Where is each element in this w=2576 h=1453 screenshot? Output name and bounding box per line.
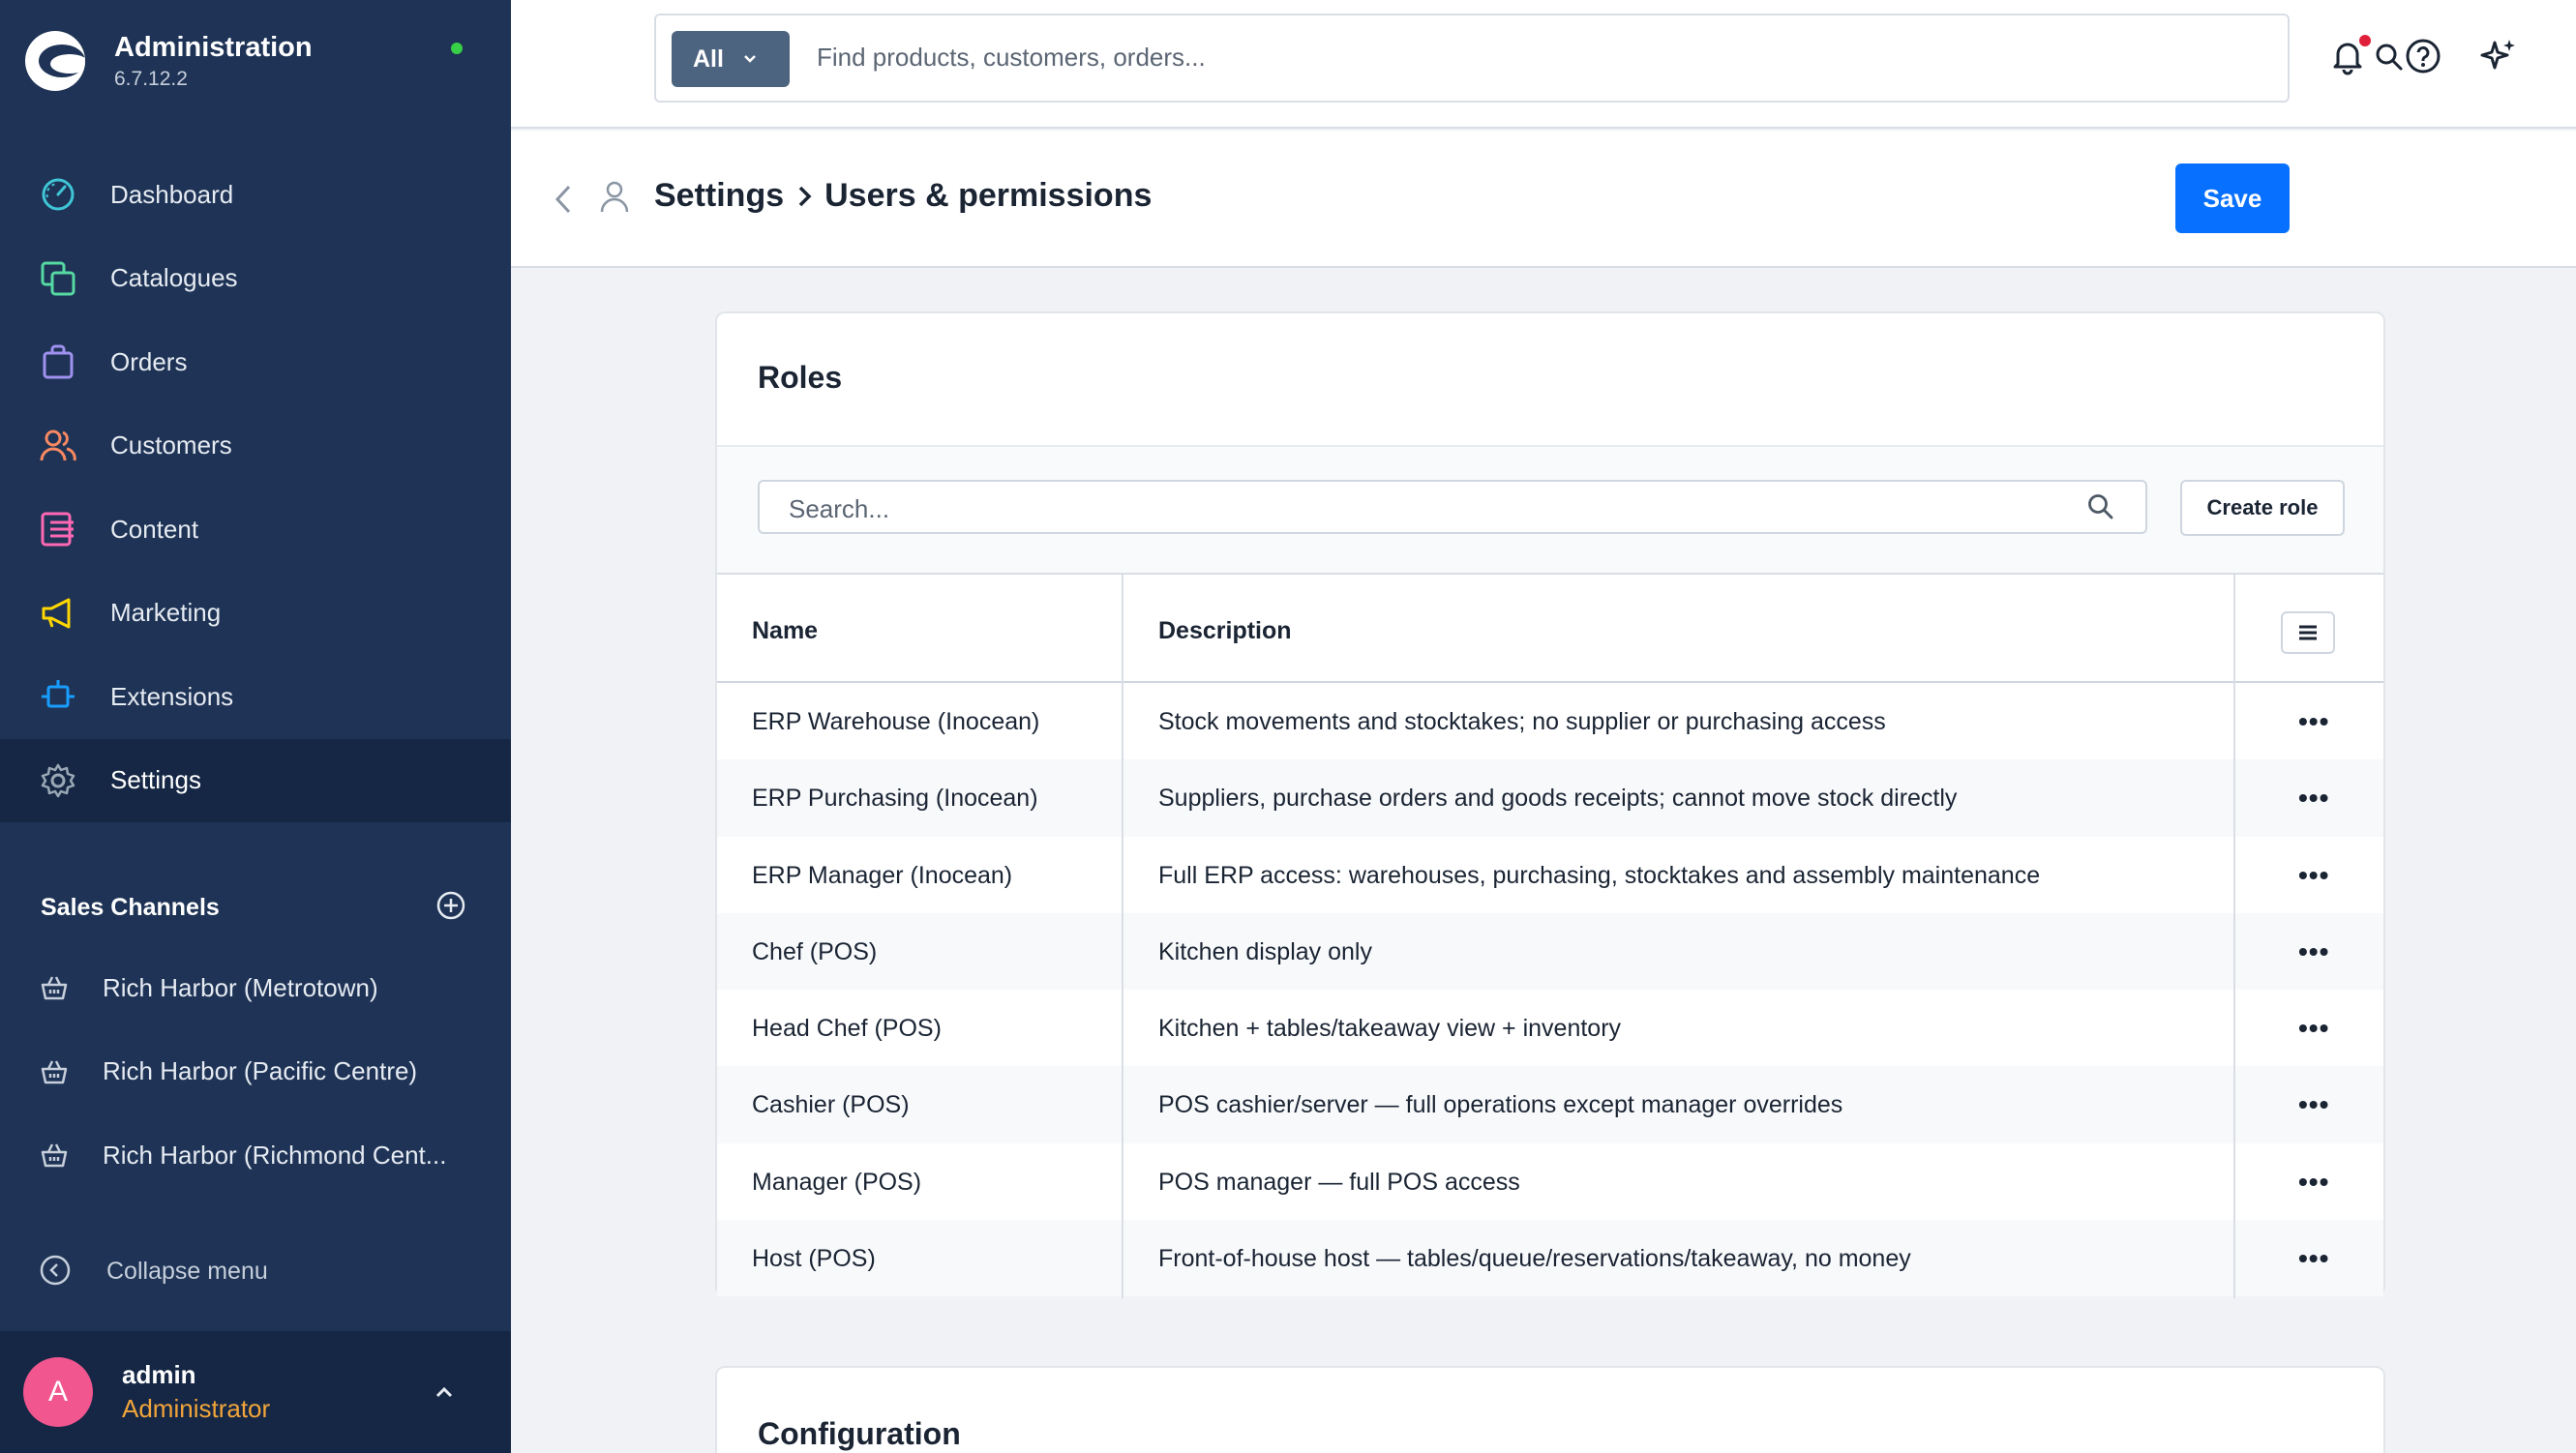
hamburger-icon [2296,623,2320,642]
collapse-menu-button[interactable] [39,1254,268,1289]
storefront-basket-icon [39,1056,70,1087]
app-title: Administration [114,31,313,63]
column-header-name[interactable]: Name [752,617,819,644]
sales-channel-item[interactable] [0,1030,511,1114]
app-version: 6.7.12.2 [114,67,188,90]
column-header-description[interactable]: Description [1158,617,1292,644]
storefront-basket-icon [39,972,70,1003]
dashboard-icon [39,175,77,214]
avatar: A [23,1357,93,1427]
sidebar-item-label: Dashboard [110,179,234,209]
role-name[interactable]: Host (POS) [752,1245,876,1273]
sidebar-item-content[interactable] [0,488,511,572]
role-description: Front-of-house host — tables/queue/reservations/takeaway, no money [1158,1245,1911,1273]
role-description: Full ERP access: warehouses, purchasing, stocktakes and assembly maintenance [1158,861,2041,889]
sidebar-item-dashboard[interactable] [0,153,511,237]
configuration-title: Configuration [758,1416,961,1451]
sales-channel-item[interactable] [0,946,511,1030]
chevron-up-icon[interactable] [432,1379,457,1409]
sidebar-item-extensions[interactable] [0,655,511,739]
table-row[interactable] [717,1220,2383,1296]
ai-sparkle-icon[interactable] [2479,37,2518,80]
column-divider [2233,573,2235,1298]
row-actions-button[interactable]: ••• [2298,1243,2330,1274]
role-name[interactable]: Cashier (POS) [752,1091,910,1119]
row-actions-button[interactable]: ••• [2298,1166,2330,1197]
sidebar-item-label: Settings [110,765,201,795]
sidebar-item-catalogues[interactable] [0,237,511,321]
marketing-icon [39,594,77,633]
breadcrumb [654,177,1152,215]
configuration-card [715,1366,2385,1453]
user-name: admin [122,1360,196,1389]
sales-channel-item[interactable] [0,1113,511,1198]
notification-badge [2359,35,2371,46]
sales-channels-header [41,890,466,926]
table-row[interactable] [717,1143,2383,1220]
chevron-left-circle-icon [39,1254,74,1289]
shopware-logo [25,31,85,91]
role-description: Stock movements and stocktakes; no supplier or purchasing access [1158,708,1886,735]
settings-icon [39,761,77,800]
table-row[interactable] [717,1066,2383,1142]
table-row[interactable] [717,990,2383,1066]
orders-icon [39,342,77,381]
sidebar-item-orders[interactable] [0,320,511,404]
roles-table [717,573,2383,1296]
row-actions-button[interactable]: ••• [2298,783,2330,814]
search-icon [2085,491,2116,527]
global-search[interactable] [654,14,2290,103]
brand [25,27,313,95]
sales-channel-label: Rich Harbor (Pacific Centre) [103,1056,418,1086]
sidebar-item-label: Catalogues [110,263,238,293]
extensions-icon [39,677,77,716]
main-nav [0,153,511,822]
page-header [511,131,2576,268]
customers-icon [39,427,77,465]
row-actions-button[interactable]: ••• [2298,1089,2330,1120]
catalogues-icon [39,259,77,298]
table-row[interactable] [717,683,2383,759]
search-icon[interactable] [2373,41,2406,78]
role-name[interactable]: ERP Purchasing (Inocean) [752,785,1038,813]
sidebar-item-label: Orders [110,346,188,376]
row-actions-button[interactable]: ••• [2298,706,2330,736]
roles-card [715,311,2385,1296]
row-actions-button[interactable]: ••• [2298,859,2330,890]
role-description: Kitchen display only [1158,937,1372,965]
storefront-basket-icon [39,1140,70,1171]
breadcrumb-parent[interactable]: Settings [654,177,785,214]
roles-title: Roles [758,360,843,395]
sidebar-item-customers[interactable] [0,404,511,489]
page-title: Users & permissions [824,177,1153,214]
table-row[interactable] [717,759,2383,836]
role-description: Kitchen + tables/takeaway view + inventory [1158,1015,1622,1043]
column-settings-button[interactable] [2281,611,2335,654]
sidebar-item-label: Customers [110,430,232,460]
role-description: Suppliers, purchase orders and goods receipts; cannot move stock directly [1158,785,1958,813]
sidebar-item-label: Extensions [110,681,234,711]
sales-channel-list [0,946,511,1198]
user-icon [598,179,631,221]
sidebar-item-marketing[interactable] [0,572,511,656]
sidebar [0,0,511,1453]
table-header [717,573,2383,683]
back-chevron-icon[interactable] [550,183,577,221]
search-scope-dropdown[interactable] [672,31,790,87]
status-indicator [451,43,463,54]
chevron-right-icon [794,183,815,210]
create-role-button[interactable]: Create role [2180,480,2345,536]
help-icon[interactable] [2404,37,2442,80]
user-menu[interactable] [0,1331,511,1453]
save-button[interactable]: Save [2175,163,2290,233]
row-actions-button[interactable]: ••• [2298,935,2330,966]
search-scope-label: All [693,44,724,73]
row-actions-button[interactable]: ••• [2298,1013,2330,1044]
add-sales-channel-icon[interactable] [435,890,466,926]
chevron-down-icon [741,45,759,74]
column-divider [1122,573,1123,1298]
sales-channels-title: Sales Channels [41,894,220,921]
top-bar [511,0,2576,129]
role-name[interactable]: Manager (POS) [752,1168,922,1196]
role-name[interactable]: Chef (POS) [752,937,878,965]
sidebar-item-label: Content [110,514,199,544]
table-row[interactable] [717,837,2383,913]
collapse-menu-label: Collapse menu [106,1257,268,1285]
role-search-field[interactable] [758,480,2147,534]
sidebar-item-settings[interactable] [0,739,511,823]
role-name[interactable]: ERP Warehouse (Inocean) [752,708,1040,735]
role-name[interactable]: Head Chef (POS) [752,1015,942,1043]
role-description: POS cashier/server — full operations except manager overrides [1158,1091,1843,1119]
sales-channel-label: Rich Harbor (Richmond Cent... [103,1140,447,1170]
sales-channel-label: Rich Harbor (Metrotown) [103,972,378,1002]
global-search-input[interactable]: Find products, customers, orders... [817,43,1206,72]
user-role: Administrator [122,1394,271,1423]
role-name[interactable]: ERP Manager (Inocean) [752,861,1013,889]
role-search-input[interactable]: Search... [789,494,890,523]
table-row[interactable] [717,913,2383,990]
content-icon [39,510,77,549]
role-description: POS manager — full POS access [1158,1168,1520,1196]
sidebar-item-label: Marketing [110,598,222,628]
